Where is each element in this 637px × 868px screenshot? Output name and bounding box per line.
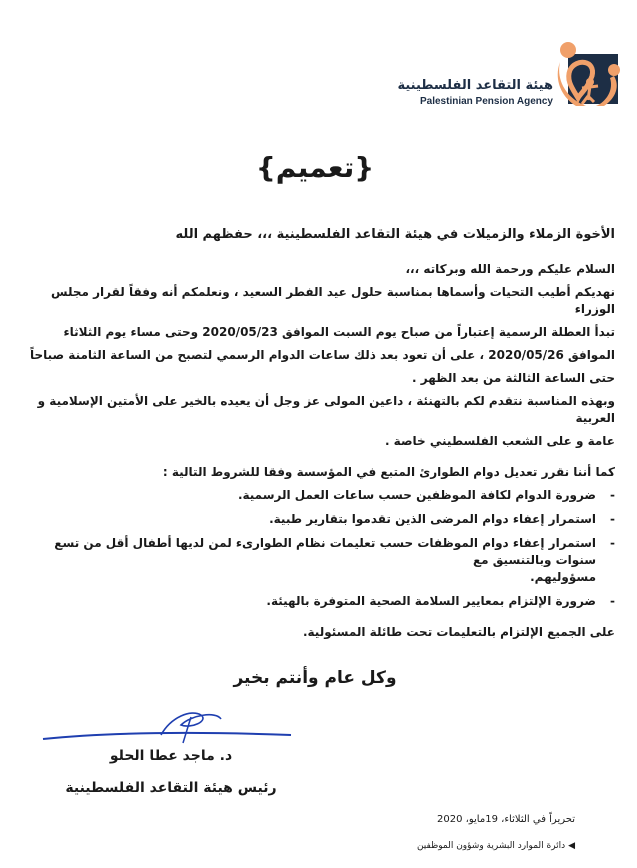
condition-row (15, 487, 615, 504)
document-title: {تعميم} (255, 151, 375, 184)
footer-text: دائرة الموارد البشرية وشؤون الموظفين (416, 841, 566, 851)
family-heart-logo (556, 40, 622, 110)
condition-row (15, 535, 615, 586)
bullet-dash: - (610, 594, 615, 608)
condition-item-wrap (15, 535, 596, 586)
bullet-dash: - (610, 488, 615, 502)
document-body (15, 150, 615, 858)
signatory-name: د. ماجد عطا الحلو (109, 748, 233, 764)
signatory-role: رئيس هيئة التقاعد الفلسطينية (65, 780, 277, 796)
condition-row (15, 593, 615, 610)
condition-row (15, 511, 615, 528)
closing-note: على الجميع الإلتزام بالتعليمات تحت طائلة المسئولية. (302, 625, 615, 639)
addressee: الأخوة الزملاء والزميلات في هيئة التقاعد الفلسطينية ،،، حفظهم الله (175, 227, 615, 242)
condition-item: استمرار إعفاء دوام المرضى الذين تقدموا بتقارير طبية. (269, 512, 597, 526)
greeting: السلام عليكم ورحمة الله وبركاته ،،، (405, 262, 615, 276)
congrats-line: وبهذه المناسبة نتقدم لكم بالتهنئة ، داعين المولى عز وجل أن يعيده بالخير على الأمتين الإسلامية و العربية (37, 394, 615, 425)
footer-department (15, 840, 575, 852)
body-line: تبدأ العطلة الرسمية إعتباراً من صباح يوم السبت الموافق 2020/05/23 وحتى مساء يوم الثلاثاء (63, 325, 615, 339)
triangle-left-icon: ◀ (565, 841, 575, 851)
bullet-dash: - (610, 536, 615, 550)
brand-name-arabic: هيئة التقاعد الفلسطينية (397, 78, 553, 93)
signature-block (31, 707, 311, 797)
condition-item: استمرار إعفاء دوام الموظفات حسب تعليمات نظام الطوارىء لمن لديها أطفال أقل من تسع سنوات وبالتنسيق مع (54, 536, 597, 567)
body-line: الموافق 2020/05/26 ، على أن تعود بعد ذلك ساعات الدوام الرسمي لتصبح من الساعة الثامنة صباحاً (29, 348, 615, 362)
signature (41, 707, 301, 747)
body-line: حتى الساعة الثالثة من بعد الظهر . (412, 371, 615, 385)
body-line: نهديكم أطيب التحيات وأسماها بمناسبة حلول عيد الفطر السعيد ، ونعلمكم أنه وفقاً لقرار مجلس الوزراء (51, 285, 615, 316)
condition-item-continued: مسؤوليهم. (530, 570, 597, 584)
wishes: وكل عام وأنتم بخير (233, 668, 397, 688)
congrats-line: عامة و على الشعب الفلسطيني خاصة . (384, 434, 615, 448)
condition-item: ضرورة الدوام لكافة الموظفين حسب ساعات العمل الرسمية. (237, 488, 597, 502)
condition-item: ضرورة الإلتزام بمعايير السلامة الصحية المتوفرة بالهيئة. (266, 594, 597, 608)
brand-name-english: Palestinian Pension Agency (419, 96, 553, 107)
date-footer (15, 813, 575, 852)
conditions-intro: كما أننا نقرر تعديل دوام الطوارئ المتبع في المؤسسة وفقا للشروط التالية : (162, 465, 615, 479)
bullet-dash: - (610, 512, 615, 526)
issue-date: تحريراً في الثلاثاء، 19مايو، 2020 (436, 814, 575, 825)
